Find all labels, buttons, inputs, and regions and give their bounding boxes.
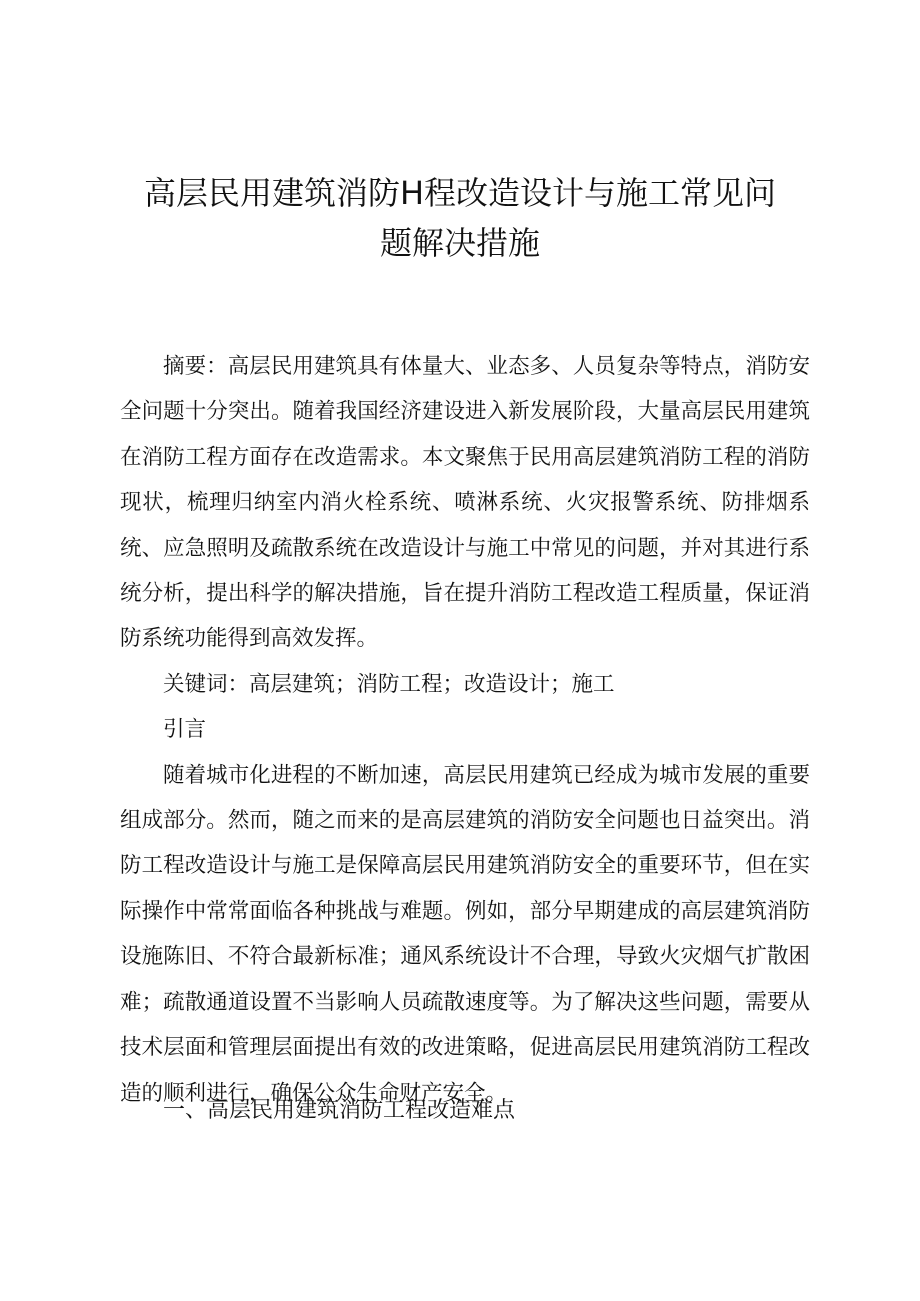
intro-heading: 引言 [163,717,207,743]
keywords-paragraph: 关键词：高层建筑；消防工程；改造设计；施工 [163,671,615,697]
abstract-paragraph: 摘要：高层民用建筑具有体量大、业态多、人员复杂等特点，消防安全问题十分突出。随着我国经济建设进入新发展阶段，大量高层民用建筑在消防工程方面存在改造需求。本文聚焦于民用高层建筑消防工程的消防现状，梳理归纳室内消火栓系统、喷淋系统、火灾报警系统、防排烟系统、应急照明及疏散系统在改造设计与施工中常见的问题，并对其进行系统分析，提出科学的解决措施，旨在提升消防工程改造工程质量，保证消防系统功能得到高效发挥。 [120,354,810,652]
title-line-2: 题解决措施 [379,224,540,262]
section-heading-1: 一、高层民用建筑消防工程改造难点 [163,1098,516,1123]
title-line-1: 高层民用建筑消防H程改造设计与施工常见问 [143,174,777,212]
document-title [110,168,810,268]
document-body [120,344,810,1116]
intro-paragraph: 随着城市化进程的不断加速，高层民用建筑已经成为城市发展的重要组成部分。然而，随之而来的是高层建筑的消防安全问题也日益突出。消防工程改造设计与施工是保障高层民用建筑消防安全的重要环节，但在实际操作中常常面临各种挑战与难题。例如，部分早期建成的高层建筑消防设施陈旧、不符合最新标准；通风系统设计不合理，导致火灾烟气扩散困难；疏散通道设置不当影响人员疏散速度等。为了解决这些问题，需要从技术层面和管理层面提出有效的改进策略，促进高层民用建筑消防工程改造的顺利进行，确保公众生命财产安全。 [120,762,810,1106]
